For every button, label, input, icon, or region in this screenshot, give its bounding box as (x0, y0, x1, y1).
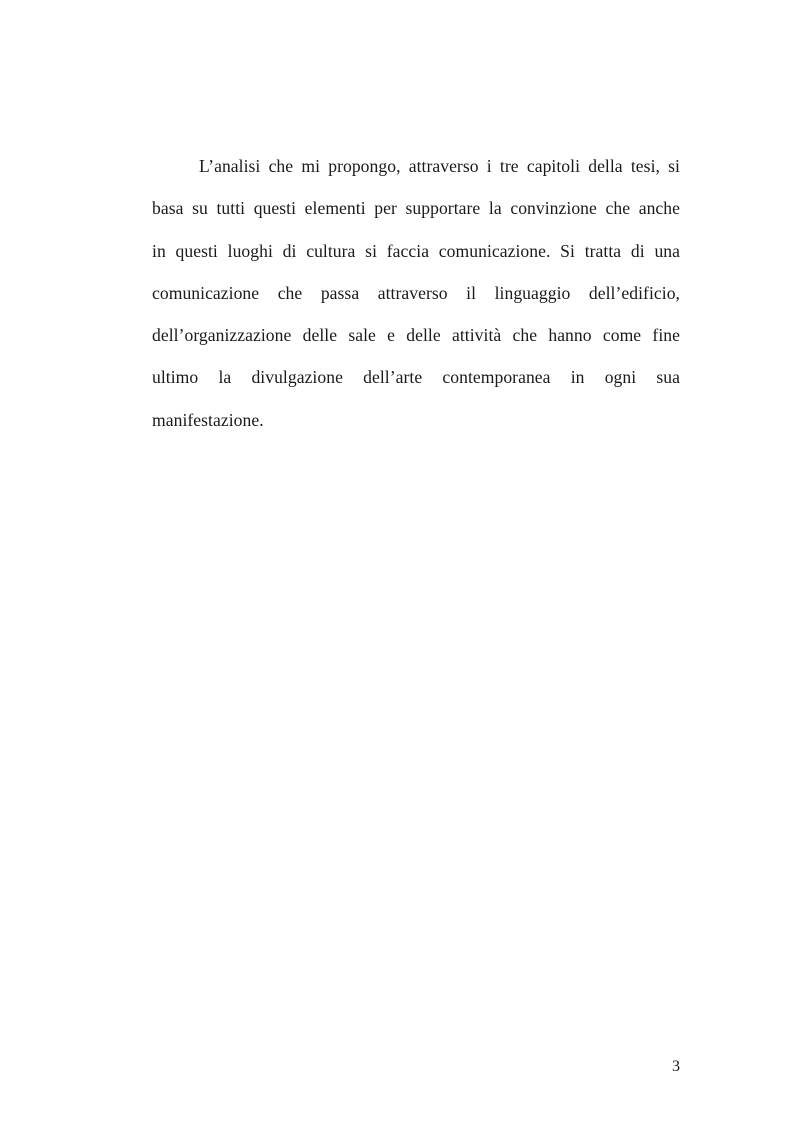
paragraph-line: dell’organizzazione delle sale e delle attività che hanno come fine (152, 325, 680, 346)
page-number: 3 (672, 1058, 680, 1075)
paragraph-line: L’analisi che mi propongo, attraverso i tre capitoli della tesi, si (199, 156, 680, 176)
paragraph-line: manifestazione. (152, 409, 264, 430)
paragraph-line: basa su tutti questi elementi per supportare la convinzione che anche (152, 198, 680, 219)
body-paragraph (152, 145, 680, 441)
paragraph-line: ultimo la divulgazione dell’arte contemporanea in ogni sua (152, 367, 680, 388)
paragraph-line: in questi luoghi di cultura si faccia comunicazione. Si tratta di una (152, 240, 680, 261)
paragraph-line: comunicazione che passa attraverso il linguaggio dell’edificio, (152, 282, 680, 303)
